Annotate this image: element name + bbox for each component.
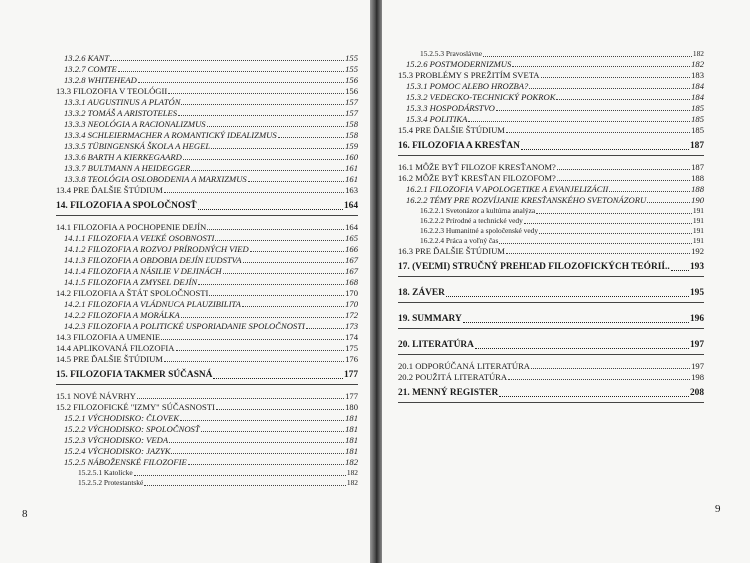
toc-entry-page: 187 [689,141,704,151]
toc-entry-title: 16.2.2.3 Humanitné a spoločenské vedy [420,226,539,235]
toc-entry [420,216,704,226]
dot-leader [499,243,692,244]
toc-entry-title: 13.3.4 SCHLEIERMACHER A ROMANTICKÝ IDEALIZMUS [64,130,277,140]
toc-entry-title: 13.2.8 WHITEHEAD [64,75,137,85]
toc-entry [56,288,358,298]
toc-entry-title: 13.2.7 COMTE [64,64,117,74]
dot-leader [207,229,344,230]
toc-entry-page: 188 [691,173,704,183]
toc-entry-page: 187 [691,162,704,172]
toc-entry-page: 182 [345,457,358,467]
dot-leader [171,453,344,454]
toc-entry-page: 167 [345,266,358,276]
toc-entry [78,468,358,478]
dot-leader [211,148,344,149]
toc-entry-page: 160 [345,152,358,162]
toc-entry-title: 13.3.1 AUGUSTINUS A PLATÓN [64,97,181,107]
toc-entry [64,310,358,320]
toc-entry [64,413,358,423]
toc-entry-page: 170 [345,299,358,309]
toc-entry-title: 15. FILOZOFIA TAKMER SÚČASNÁ [56,370,213,380]
dot-leader [496,110,690,111]
toc-entry [406,114,704,124]
toc-entry-title: 14.1.5 FILOZOFIA A ZMYSEL DEJÍN [64,277,198,287]
toc-entry-page: 155 [345,53,358,63]
dot-leader [556,99,690,100]
toc-entry-page: 185 [691,125,704,135]
toc-entry-title: 14.2.2 FILOZOFIA A MORÁLKA [64,310,180,320]
toc-entry-title: 17. (VEĽMI) STRUČNÝ PREHĽAD FILOZOFICKÝCH TEÓRIÍ.. [398,262,670,272]
toc-entry-page: 165 [345,233,358,243]
dot-leader [164,192,344,193]
page-number-right: 9 [715,503,721,515]
toc-entry-page: 156 [345,86,358,96]
toc-entry-title: 15.2.4 VÝCHODISKO: JAZYK [64,446,171,456]
toc-entry-page: 172 [345,310,358,320]
toc-entry-page: 195 [689,288,704,298]
toc-entry-page: 181 [345,424,358,434]
dot-leader [207,126,345,127]
toc-entry-page: 157 [345,108,358,118]
toc-entry-page: 208 [689,388,704,398]
dot-leader [213,378,342,379]
dot-leader [161,339,344,340]
dot-leader [164,361,344,362]
toc-entry-title: 14.2 FILOZOFIA A ŠTÁT SPOLOČNOSTI [56,288,209,298]
chapter-rule [56,215,358,216]
dot-leader [138,82,344,83]
toc-entry-title: 16.3 PRE ĎALŠIE ŠTÚDIUM [398,246,505,256]
toc-entry-page: 182 [346,468,358,477]
toc-entry-title: 15.2 FILOZOFICKÉ "IZMY" SÚČASNOSTI [56,402,215,412]
toc-entry-title: 13.3.6 BARTH A KIERKEGAARD [64,152,182,162]
toc-entry-page: 161 [345,174,358,184]
toc-entry-page: 180 [345,402,358,412]
dot-leader [483,56,692,57]
chapter-rule [398,402,704,403]
dot-leader [512,66,690,67]
dot-leader [191,170,344,171]
toc-entry-title: 20. LITERATÚRA [398,340,474,350]
dot-leader [198,284,344,285]
dot-leader [176,350,345,351]
dot-leader [306,328,344,329]
toc-entry-title: 15.3 PROBLÉMY S PREŽITÍM SVETA [398,70,540,80]
dot-leader [557,169,690,170]
dot-leader [134,475,346,476]
toc-chapter-entry [56,370,358,381]
dot-leader [180,420,344,421]
toc-entry-title: 14.1 FILOZOFIA A POCHOPENIE DEJÍN [56,222,207,232]
toc-entry [78,478,358,488]
toc-entry-page: 167 [345,255,358,265]
toc-entry-page: 182 [346,478,358,487]
toc-entry [56,332,358,342]
toc-entry [398,361,704,371]
toc-entry-title: 14.3 FILOZOFIA A UMENIE [56,332,161,342]
toc-entry-page: 170 [345,288,358,298]
toc-entry [406,195,704,205]
toc-entry [56,391,358,401]
dot-leader [531,368,690,369]
toc-entry-title: 20.2 POUŽITÁ LITERATÚRA [398,372,508,382]
toc-entry-title: 14.1.1 FILOZOFIA A VEĽKÉ OSOBNOSTI [64,233,215,243]
toc-entry-page: 198 [691,372,704,382]
dot-leader [144,485,346,486]
toc-entry-title: 13.3.7 BULTMANN A HEIDEGGER [64,163,191,173]
toc-entry [64,266,358,276]
toc-entry-title: 13.3.5 TÜBINGENSKÁ ŠKOLA A HEGEL [64,141,211,151]
chapter-rule [398,328,704,329]
toc-entry-title: 15.4 PRE ĎALŠIE ŠTÚDIUM [398,125,505,135]
dot-leader [541,77,691,78]
toc-entry [406,103,704,113]
dot-leader [671,270,689,271]
toc-entry-page: 159 [345,141,358,151]
toc-entry-page: 175 [345,343,358,353]
toc-entry-title: 13.3.2 TOMÁŠ A ARISTOTELES [64,108,178,118]
dot-leader [524,223,692,224]
dot-leader [529,88,690,89]
dot-leader [110,60,344,61]
toc-entry-page: 191 [692,206,704,215]
toc-entry [56,402,358,412]
toc-entry-title: 15.2.5 NÁBOŽENSKÉ FILOZOFIE [64,457,187,467]
toc-entry-title: 15.2.1 VÝCHODISKO: ČLOVEK [64,413,180,423]
dot-leader [468,121,690,122]
toc-entry-page: 177 [345,391,358,401]
dot-leader [188,464,344,465]
toc-entry [64,255,358,265]
toc-entry [64,75,358,85]
dot-leader [539,233,692,234]
dot-leader [278,137,344,138]
dot-leader [215,240,344,241]
chapter-rule [398,354,704,355]
dot-leader [506,132,690,133]
toc-entry [64,97,358,107]
toc-entry-title: 13.3.3 NEOLÓGIA A RACIONALIZMUS [64,119,206,129]
toc-chapter-entry [398,262,704,273]
toc-entry-title: 15.2.2 VÝCHODISKO: SPOLOČNOSŤ [64,424,200,434]
toc-entry-page: 183 [691,70,704,80]
toc-entry [406,81,704,91]
toc-entry-page: 188 [691,184,704,194]
toc-entry [420,226,704,236]
toc-entry [420,206,704,216]
dot-leader [242,306,344,307]
toc-entry [64,446,358,456]
toc-entry-title: 15.2.5.3 Pravoslávne [420,49,482,58]
toc-entry [398,70,704,80]
toc-entry-page: 157 [345,97,358,107]
toc-entry [64,53,358,63]
toc-entry-title: 15.3.4 POLITIKA [406,114,468,124]
toc-entry [398,125,704,135]
dot-leader [216,409,344,410]
toc-entry-page: 164 [343,201,358,211]
toc-entry-page: 181 [345,435,358,445]
toc-entry-page: 181 [345,446,358,456]
toc-entry-page: 156 [345,75,358,85]
toc-entry-page: 158 [345,130,358,140]
toc-chapter-entry [398,288,704,299]
toc-entry-page: 197 [691,361,704,371]
dot-leader [243,262,345,263]
dot-leader [536,213,692,214]
toc-entry [64,424,358,434]
toc-entry-title: 16.2.2.4 Práca a voľný čas [420,236,499,245]
toc-entry [56,343,358,353]
toc-entry-title: 15.2.5.2 Protestantské [78,478,144,487]
toc-entry-page: 181 [345,413,358,423]
chapter-rule [398,302,704,303]
dot-leader [521,149,689,150]
toc-entry-page: 191 [692,236,704,245]
toc-entry-page: 197 [689,340,704,350]
toc-entry-title: 14.4 APLIKOVANÁ FILOZOFIA [56,343,175,353]
toc-entry-page: 185 [691,114,704,124]
toc-entry-title: 19. SUMMARY [398,314,462,324]
book-gutter [370,0,382,563]
toc-entry-title: 14.5 PRE ĎALŠIE ŠTÚDIUM [56,354,163,364]
dot-leader [463,322,689,323]
toc-entry-page: 193 [689,262,704,272]
dot-leader [557,180,690,181]
toc-entry-page: 163 [345,185,358,195]
toc-entry-title: 16. FILOZOFIA A KRESŤAN [398,141,520,151]
dot-leader [506,253,690,254]
toc-chapter-entry [56,201,358,212]
toc-entry-page: 182 [691,59,704,69]
toc-entry-title: 21. MENNÝ REGISTER [398,388,499,398]
toc-entry-title: 14.1.2 FILOZOFIA A ROZVOJ PRÍRODNÝCH VIED [64,244,249,254]
toc-entry-title: 14.2.1 FILOZOFIA A VLÁDNUCA PLAUZIBILITA [64,299,241,309]
dot-leader [181,317,344,318]
toc-entry [64,108,358,118]
dot-leader [647,202,690,203]
toc-entry [64,457,358,467]
dot-leader [475,348,689,349]
toc-entry-title: 15.2.5.1 Katolícke [78,468,133,477]
toc-chapter-entry [398,141,704,152]
dot-leader [168,93,344,94]
toc-entry [56,185,358,195]
toc-entry [64,152,358,162]
dot-leader [209,295,344,296]
toc-entry-title: 13.3 FILOZOFIA V TEOLÓGII [56,86,168,96]
dot-leader [178,115,344,116]
toc-entry [398,372,704,382]
toc-entry-title: 16.1 MÔŽE BYŤ FILOZOF KRESŤANOM? [398,162,556,172]
toc-entry-page: 173 [345,321,358,331]
toc-entry-title: 15.2.3 VÝCHODISKO: VEDA [64,435,169,445]
toc-entry-title: 15.3.2 VEDECKO-TECHNICKÝ POKROK [406,92,556,102]
toc-entry-title: 16.2.1 FILOZOFIA V APOLOGETIKE A EVANJELIZÁCII [406,184,609,194]
toc-entry-title: 13.2.6 KANT [64,53,110,63]
page-number-left: 8 [22,508,28,520]
toc-entry [56,354,358,364]
dot-leader [118,71,344,72]
dot-leader [250,251,344,252]
toc-entry-title: 13.4 PRE ĎALŠIE ŠTÚDIUM [56,185,163,195]
dot-leader [609,191,690,192]
toc-entry [64,141,358,151]
toc-chapter-entry [398,388,704,399]
right-page [382,0,750,563]
dot-leader [446,296,689,297]
toc-entry [64,174,358,184]
toc-entry [64,244,358,254]
dot-leader [169,442,344,443]
toc-entry-title: 14.1.3 FILOZOFIA A OBDOBIA DEJÍN ĽUDSTVA [64,255,242,265]
dot-leader [248,181,344,182]
toc-entry-title: 15.3.1 POMOC ALEBO HROZBA? [406,81,529,91]
toc-entry-page: 184 [691,92,704,102]
toc-entry-title: 14. FILOZOFIA A SPOLOČNOSŤ [56,201,197,211]
toc-entry-page: 161 [345,163,358,173]
toc-entry-page: 168 [345,277,358,287]
toc-entry-page: 164 [345,222,358,232]
toc-entry-page: 192 [691,246,704,256]
toc-entry [64,163,358,173]
toc-entry-page: 177 [343,370,358,380]
dot-leader [181,104,344,105]
dot-leader [201,431,345,432]
toc-entry-title: 16.2 MÔŽE BYŤ KRESŤAN FILOZOFOM? [398,173,556,183]
chapter-rule [398,155,704,156]
toc-entry [64,277,358,287]
toc-entry [56,222,358,232]
toc-entry-title: 16.2.2.1 Svetonázor a kultúrna analýza [420,206,536,215]
toc-entry [64,233,358,243]
dot-leader [508,379,690,380]
toc-entry [398,246,704,256]
toc-entry-page: 182 [692,49,704,58]
toc-entry-title: 13.3.8 TEOLÓGIA OSLOBODENIA A MARXIZMUS [64,174,247,184]
toc-entry [406,59,704,69]
toc-entry [420,49,704,59]
toc-entry [64,64,358,74]
toc-entry-page: 158 [345,119,358,129]
toc-entry-title: 15.2.6 POSTMODERNIZMUS [406,59,512,69]
toc-entry-page: 191 [692,216,704,225]
toc-chapter-entry [398,314,704,325]
left-page [0,0,370,563]
toc-entry-page: 191 [692,226,704,235]
dot-leader [223,273,344,274]
dot-leader [198,209,343,210]
toc-entry [420,236,704,246]
toc-entry [406,92,704,102]
toc-entry-title: 16.2.2.2 Prírodné a technické vedy [420,216,523,225]
toc-entry [398,162,704,172]
toc-entry-page: 185 [691,103,704,113]
toc-entry [398,173,704,183]
toc-entry-title: 15.3.3 HOSPODÁRSTVO [406,103,495,113]
chapter-rule [398,276,704,277]
toc-entry-title: 18. ZÁVER [398,288,445,298]
chapter-rule [56,384,358,385]
toc-entry-page: 176 [345,354,358,364]
toc-entry-title: 14.1.4 FILOZOFIA A NÁSILIE V DEJINÁCH [64,266,222,276]
toc-entry-page: 196 [689,314,704,324]
toc-entry-title: 14.2.3 FILOZOFIA A POLITICKÉ USPORIADANIE SPOLOČNOSTI [64,321,305,331]
toc-entry-page: 155 [345,64,358,74]
toc-entry [64,435,358,445]
toc-entry [56,86,358,96]
toc-chapter-entry [398,340,704,351]
toc-entry [64,321,358,331]
toc-entry-page: 190 [691,195,704,205]
toc-entry [64,130,358,140]
toc-entry [64,299,358,309]
toc-entry-page: 184 [691,81,704,91]
dot-leader [499,396,689,397]
toc-entry-title: 16.2.2 TÉMY PRE ROZVÍJANIE KRESŤANSKÉHO SVETONÁZORU [406,195,647,205]
toc-entry-page: 166 [345,244,358,254]
toc-entry [64,119,358,129]
dot-leader [183,159,344,160]
toc-entry-title: 20.1 ODPORÚČANÁ LITERATÚRA [398,361,531,371]
toc-entry-page: 174 [345,332,358,342]
toc-entry-title: 15.1 NOVÉ NÁVRHY [56,391,136,401]
toc-entry [406,184,704,194]
dot-leader [137,398,344,399]
